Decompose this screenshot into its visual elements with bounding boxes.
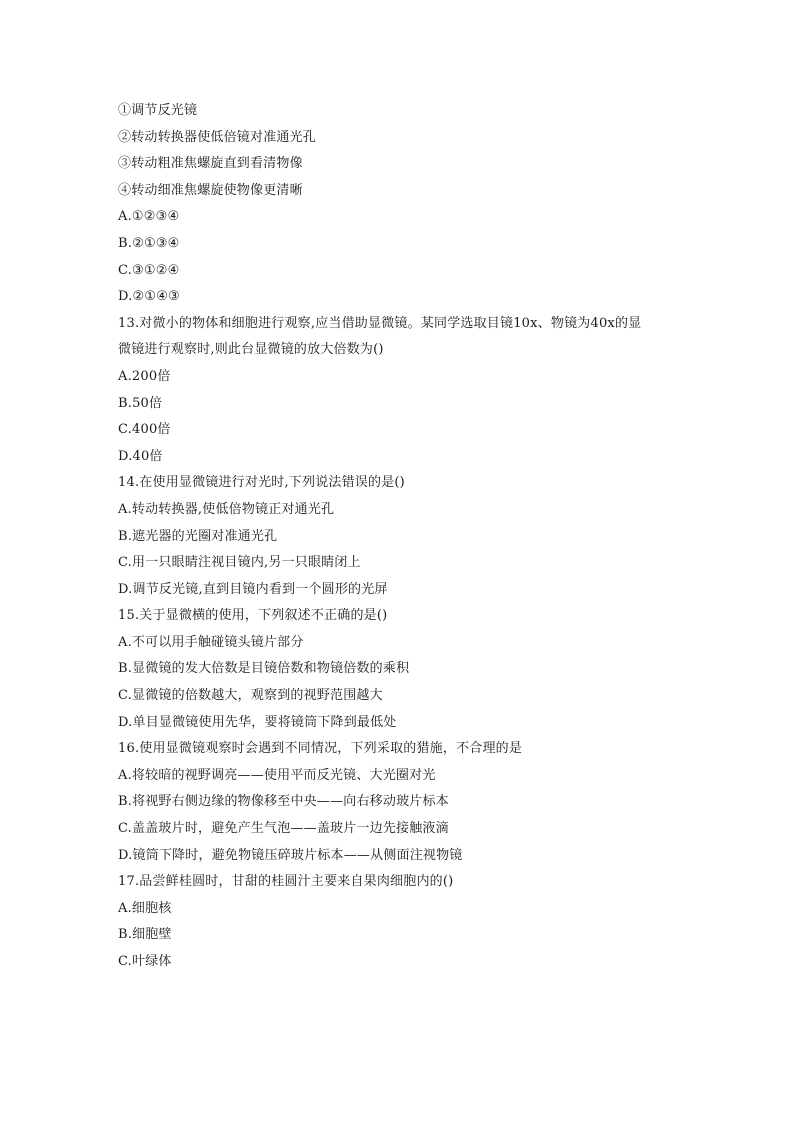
q16-stem: 16.使用显微镜观察时会遇到不同情况，下列采取的猎施，不合理的是 [118,741,523,757]
q14-stem: 14.在使用显微镜进行对光时,下列说法错误的是() [118,475,405,491]
q12-option-c: C.③①②④ [118,262,180,278]
q15-option-a: A.不可以用手触碰镜头镜片部分 [118,634,304,650]
step-3-text: ③转动粗准焦螺旋直到看清物像 [118,156,303,172]
q12-option-b: B.②①③④ [118,235,180,251]
q13-option-d: D.40倍 [118,448,163,464]
q17-option-a: A.细胞核 [118,900,172,916]
q12-option-d: D.②①④③ [118,289,180,305]
q15-option-d: D.单目显微镜使用先华，要将镜筒下降到最低处 [118,714,397,730]
q16-option-a: A.将较暗的视野调亮——使用平而反光镜、大光圈对光 [118,767,436,783]
step-4-text: ④转动细准焦螺旋使物像更清晰 [118,182,303,198]
q14-option-c: C.用一只眼睛注视目镜内,另一只眼睛闭上 [118,555,361,571]
q13-stem-line-1: 13.对微小的物体和细胞进行观察,应当借助显微镜。某同学选取目镜10x、物镜为40x的显 [118,315,642,331]
document-page [118,98,678,976]
q14-option-a: A.转动转换器,使低倍物镜正对通光孔 [118,501,335,517]
q16-option-d: D.镜筒下降时，避免物镜压碎玻片标本——从侧面注视物镜 [118,847,463,863]
q14-option-d: D.调节反光镜,直到目镜内看到一个圆形的光屏 [118,581,388,597]
q14-option-b: B.遮光器的光圈对准通光孔 [118,528,278,544]
q13-option-c: C.400倍 [118,422,171,438]
q13-option-a: A.200倍 [118,368,171,384]
q13-stem-line-2: 微镜进行观察时,则此台显微镜的放大倍数为() [118,342,384,358]
step-1-text: ①调节反光镜 [118,103,198,118]
q15-option-c: C.显微镜的倍数越大，观察到的视野范围越大 [118,688,383,704]
q17-stem: 17.品尝鲜桂圆时，甘甜的桂圆汁主要来自果肉细胞内的() [118,874,454,890]
q16-option-b: B.将视野右侧边缘的物像移至中央——向右移动玻片标本 [118,794,449,810]
q13-option-b: B.50倍 [118,395,163,411]
q16-option-c: C.盖盖玻片时，避免产生气泡——盖玻片一边先接触液滴 [118,821,449,837]
q15-stem: 15.关于显微横的使用，下列叙述不正确的是() [118,608,388,624]
q15-option-b: B.显微镜的发大倍数是目镜倍数和物镜倍数的乘积 [118,661,410,677]
step-2-text: ②转动转换器使低倍镜对准通光孔 [118,129,317,145]
q17-option-b: B.细胞壁 [118,927,172,943]
q17-option-c: C.叶绿体 [118,954,172,969]
q12-option-a: A.①②③④ [118,209,180,225]
